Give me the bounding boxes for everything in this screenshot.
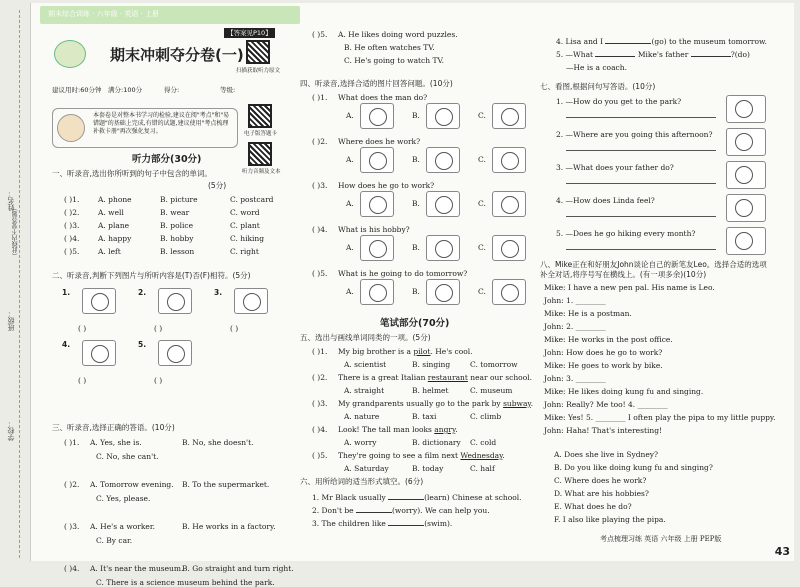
picture-icon [158, 288, 192, 314]
picture-icon [360, 147, 394, 173]
picture-icon [726, 227, 766, 255]
option: B. Do you like doing kung fu and singing? [554, 463, 713, 472]
list-item: ( )2. [64, 480, 80, 489]
page-number: 43 [774, 545, 790, 558]
list-item: ( )3. [312, 181, 328, 190]
dialog-line: John: Really? Me too! 4. ________ [544, 400, 668, 409]
list-item: 4. —How does Linda feel? [556, 196, 655, 205]
picture-icon [158, 340, 192, 366]
list-item: ( )4. [312, 225, 328, 234]
answer-badge: 【答案见P10】 [224, 28, 275, 38]
dialog-line: John: 2. ________ [544, 322, 606, 331]
qr-code-icon [248, 142, 272, 166]
option: E. What does he do? [554, 502, 632, 511]
dialog-line: John: 1. ________ [544, 296, 606, 305]
list-item: ( )2. [312, 137, 328, 146]
class-label: 班级： [7, 310, 15, 331]
list-item: ( )2. [312, 373, 328, 382]
picture-icon [726, 128, 766, 156]
dialog-line: Mike: He goes to work by bike. [544, 361, 663, 370]
logo-icon [54, 40, 86, 68]
cut-line [19, 10, 20, 558]
dialog-line: Mike: I have a new pen pal. His name is Leo. [544, 283, 715, 292]
picture-icon [426, 191, 460, 217]
list-item: ( )3. [64, 522, 80, 531]
picture-icon [492, 191, 526, 217]
exam-title: 期末冲刺夺分卷(一) [110, 46, 244, 64]
top-band: 期末综合训练 · 六年级 · 英语 · 上册 [40, 6, 300, 24]
list-item: 3. The children like (swim). [312, 519, 453, 528]
list-item: ( )5. [312, 451, 328, 460]
dialog-line: Mike: He works in the post office. [544, 335, 673, 344]
avatar-icon [57, 114, 85, 142]
picture-icon [360, 279, 394, 305]
list-item: ( )1. [312, 93, 328, 102]
dialog-line: John: 3. ________ [544, 374, 606, 383]
list-item: ( )5. [312, 269, 328, 278]
picture-icon [360, 191, 394, 217]
list-item: ( )4. [64, 564, 80, 573]
list-item: ( )1. [64, 438, 80, 447]
list-item: ( )4. [312, 425, 328, 434]
picture-icon [726, 194, 766, 222]
list-item: ( )4. [64, 234, 80, 243]
name-label: 姓名： [7, 190, 15, 211]
study-note: 本套卷是对整本书学习的检验,建议在阅"考点"和"易错题"的基础上完成,有错的试题,建议使用"考点梳理补救卡册"再次强化复习。 [52, 108, 238, 148]
picture-icon [492, 279, 526, 305]
list-item: 1. —How do you get to the park? [556, 97, 682, 106]
list-item: ( )5. [64, 247, 80, 256]
qr-code-icon [248, 104, 272, 128]
option: A. Does she live in Sydney? [554, 450, 659, 459]
picture-icon [492, 103, 526, 129]
picture-icon [426, 235, 460, 261]
dialog-line: John: How does he go to work? [544, 348, 663, 357]
list-item: 2. —Where are you going this afternoon? [556, 130, 713, 139]
picture-icon [426, 279, 460, 305]
list-item: ( )2. [64, 208, 80, 217]
list-item: 5. —Does he go hiking every month? [556, 229, 696, 238]
picture-icon [426, 147, 460, 173]
dialog-line: Mike: He is a postman. [544, 309, 632, 318]
dialog-line: Mike: Yes! 5. ________ I often play the pipa to my little puppy. [544, 413, 776, 422]
picture-icon [82, 288, 116, 314]
dialog-line: John: Haha! That's interesting! [544, 426, 663, 435]
warn-label: （此线内不要答题） [12, 205, 19, 259]
binding-spine [0, 0, 30, 566]
list-item: ( )1. [64, 195, 80, 204]
option: D. What are his hobbies? [554, 489, 649, 498]
picture-icon [726, 95, 766, 123]
picture-icon [426, 103, 460, 129]
qr-code-icon [246, 40, 270, 64]
picture-icon [82, 340, 116, 366]
option: C. Where does he work? [554, 476, 647, 485]
list-item: 2. Don't be (worry). We can help you. [312, 506, 490, 515]
option: F. I also like playing the pipa. [554, 515, 666, 524]
picture-icon [726, 161, 766, 189]
list-item: 1. Mr Black usually (learn) Chinese at school. [312, 493, 522, 502]
school-label: 学校： [7, 420, 15, 441]
list-item: ( )1. [312, 347, 328, 356]
listening-title: 听力部分(30分) [132, 154, 202, 165]
picture-icon [492, 147, 526, 173]
dialog-line: Mike: He likes doing kung fu and singing. [544, 387, 704, 396]
written-title: 笔试部分(70分) [380, 318, 450, 329]
list-item: ( )3. [312, 399, 328, 408]
list-item: 3. —What does your father do? [556, 163, 674, 172]
picture-icon [360, 235, 394, 261]
picture-icon [492, 235, 526, 261]
picture-icon [360, 103, 394, 129]
picture-icon [234, 288, 268, 314]
list-item: ( )3. [64, 221, 80, 230]
